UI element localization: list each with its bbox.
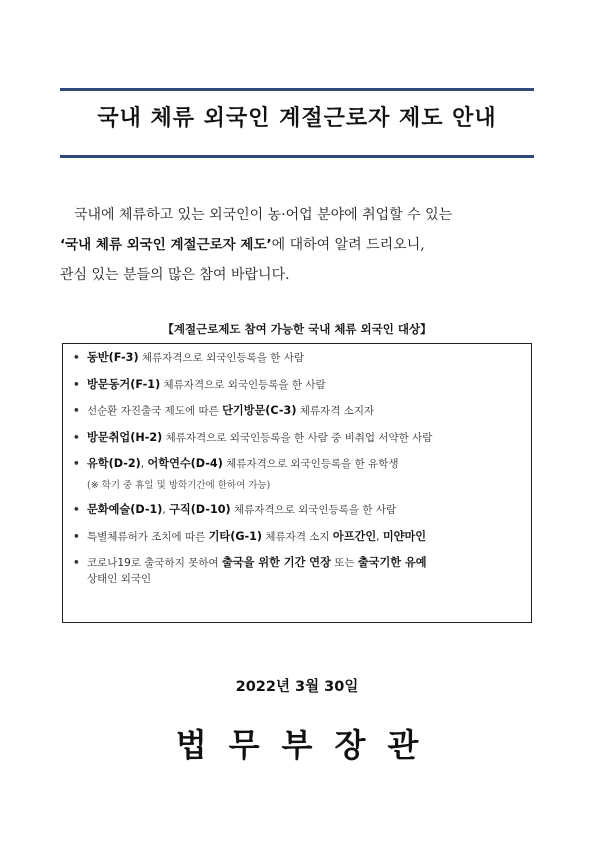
announcement-date: 2022년 3월 30일 <box>235 679 359 695</box>
condition: 출국을 위한 기간 연장 <box>221 556 331 569</box>
item-text: 체류자격으로 외국인등록을 한 사람 중 비취업 서약한 사람 <box>162 431 433 444</box>
item-text: , <box>376 530 383 543</box>
intro-paragraph <box>60 200 538 290</box>
list-item <box>73 350 523 377</box>
bullet-icon: • <box>73 378 80 391</box>
item-text: , <box>140 458 148 470</box>
program-name: ‘국내 체류 외국인 계절근로자 제도’ <box>60 237 272 253</box>
item-text: 체류자격 소지자 <box>296 405 375 417</box>
title-bottom-rule <box>60 155 534 158</box>
item-text: 또는 <box>330 557 358 569</box>
list-item <box>73 403 523 430</box>
student-note: (※ 학기 중 휴일 및 방학기간에 한하여 가능) <box>87 480 271 491</box>
item-text: , <box>162 504 170 516</box>
visa-type: 유학(D-2) <box>87 457 141 470</box>
visa-type: 기타(G-1) <box>208 529 263 543</box>
bullet-icon: • <box>73 504 80 516</box>
item-text: 특별체류허가 조치에 따른 <box>87 530 209 543</box>
bullet-icon: • <box>73 458 80 470</box>
visa-type: 동반(F-3) <box>87 351 139 364</box>
visa-type: 방문취업(H-2) <box>87 430 163 444</box>
list-item <box>73 377 523 404</box>
list-item <box>73 555 523 587</box>
item-text: 체류자격 소지 <box>262 530 333 543</box>
eligibility-heading: 【계절근로제도 참여 가능한 국내 체류 외국인 대상】 <box>162 322 432 336</box>
intro-line-2-rest: 에 대하여 알려 드리오니, <box>271 237 425 253</box>
bullet-icon: • <box>73 405 80 417</box>
list-item <box>73 502 523 529</box>
title-top-rule <box>60 88 534 91</box>
item-text: 상태인 외국인 <box>87 573 152 585</box>
list-item <box>73 430 523 457</box>
visa-type: 방문동거(F-1) <box>87 377 161 391</box>
bullet-icon: • <box>73 352 80 364</box>
list-item <box>73 529 523 556</box>
item-text: 체류자격으로 외국인등록을 한 사람 <box>160 378 326 391</box>
item-text: 체류자격으로 외국인등록을 한 사람 <box>230 504 397 516</box>
bullet-icon: • <box>73 530 80 543</box>
condition: 출국기한 유예 <box>357 556 427 569</box>
issuer-signature: 법무부장관 <box>175 726 441 764</box>
item-text: 체류자격으로 외국인등록을 한 사람 <box>138 352 305 364</box>
item-text: 체류자격으로 외국인등록을 한 유학생 <box>222 458 399 470</box>
nationality: 미얀마인 <box>382 529 427 543</box>
visa-type: 어학연수(D-4) <box>147 457 223 470</box>
bullet-icon: • <box>73 431 80 444</box>
page-title: 국내 체류 외국인 계절근로자 제도 안내 <box>97 106 497 131</box>
item-text: 코로나19로 출국하지 못하여 <box>87 557 222 569</box>
visa-type: 구직(D-10) <box>169 503 231 516</box>
intro-line-3: 관심 있는 분들의 많은 참여 바랍니다. <box>60 267 290 283</box>
intro-line-1: 국내에 체류하고 있는 외국인이 농·어업 분야에 취업할 수 있는 <box>74 207 453 223</box>
bullet-icon: • <box>73 557 80 569</box>
visa-type: 단기방문(C-3) <box>222 404 297 417</box>
intro-line-2 <box>60 230 538 260</box>
nationality: 아프간인 <box>332 529 377 543</box>
item-text: 선순환 자진출국 제도에 따른 <box>87 405 223 417</box>
visa-type: 문화예술(D-1) <box>87 503 163 516</box>
eligibility-box <box>62 343 532 623</box>
list-item <box>73 456 523 478</box>
